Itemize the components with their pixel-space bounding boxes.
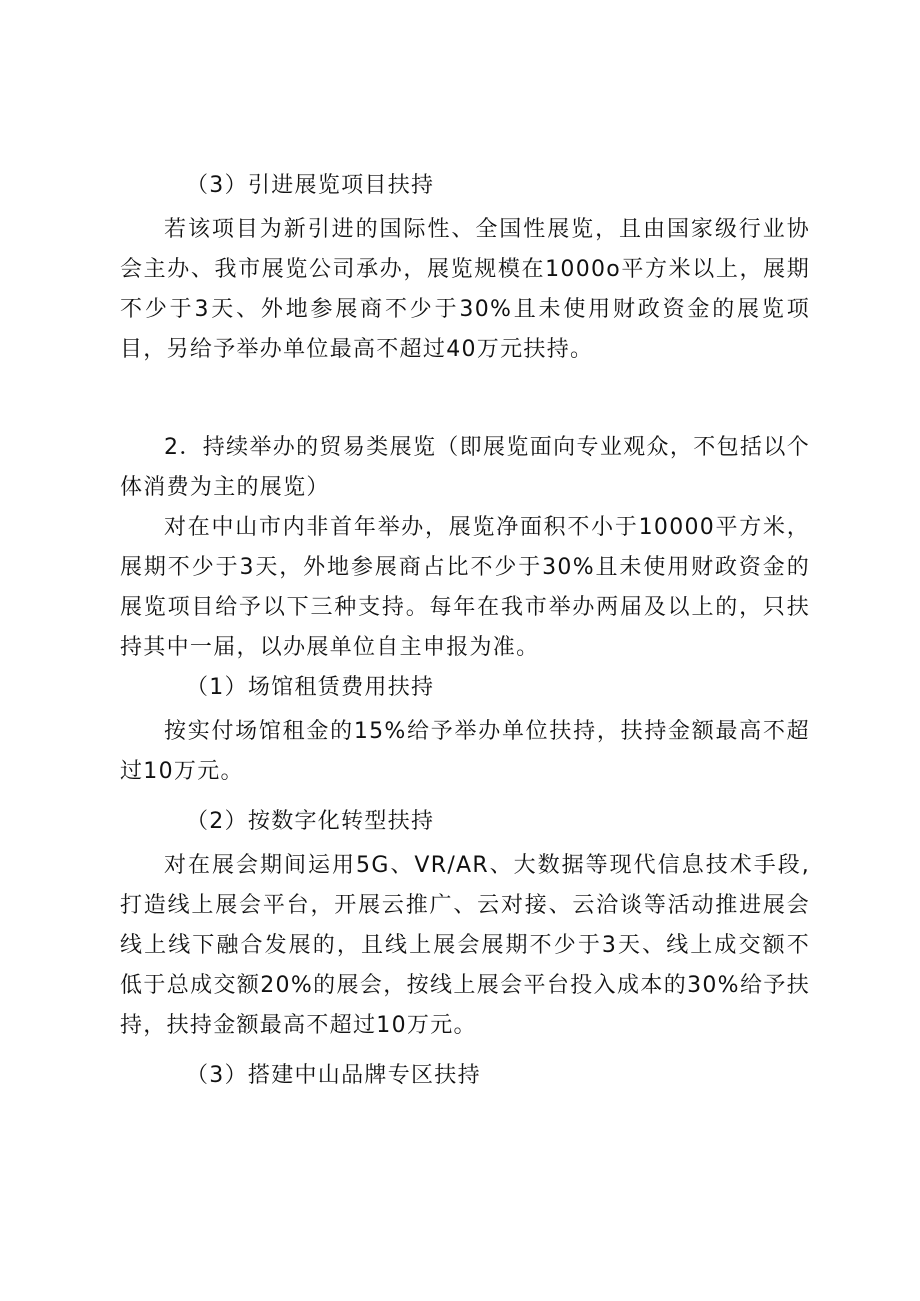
paragraph-digital-transformation: 对在展会期间运用5G、VR/AR、大数据等现代信息技术手段,打造线上展会平台，开展云推广、云对接、云洽谈等活动推进展会线上线下融合发展的，且线上展会展期不少于3天、线上成交额不低于总成交额20%的展会，按线上展会平台投入成本的30%给予扶持，扶持金额最高不超过10万元。 <box>120 853 810 1038</box>
paragraph-introduce-exhibition: 若该项目为新引进的国际性、全国性展览，且由国家级行业协会主办、我市展览公司承办，展览规模在1000o平方米以上，展期不少于3天、外地参展商不少于30%且未使用财政资金的展览项目，另给予举办单位最高不超过40万元扶持。 <box>120 217 810 362</box>
paragraph-trade-exhibition: 对在中山市内非首年举办，展览净面积不小于10000平方米，展期不少于3天，外地参展商占比不少于30%且未使用财政资金的展览项目给予以下三种支持。每年在我市举办两届及以上的，只扶持其中一届，以办展单位自主申报为准。 <box>120 515 810 660</box>
subsection-heading-digital-transformation: （2）按数字化转型扶持 <box>186 809 435 834</box>
document-body <box>120 166 810 1100</box>
subsection-heading-venue-rent: （1）场馆租赁费用扶持 <box>186 675 435 700</box>
subsection-heading-brand-zone: （3）搭建中山品牌专区扶持 <box>186 1063 481 1088</box>
paragraph-venue-rent: 按实付场馆租金的15%给予举办单位扶持，扶持金额最高不超过10万元。 <box>120 719 810 784</box>
section-heading-trade-exhibition: 2．持续举办的贸易类展览（即展览面向专业观众，不包括以个体消费为主的展览） <box>120 435 810 500</box>
subsection-heading-introduce-exhibition: （3）引进展览项目扶持 <box>186 173 435 198</box>
